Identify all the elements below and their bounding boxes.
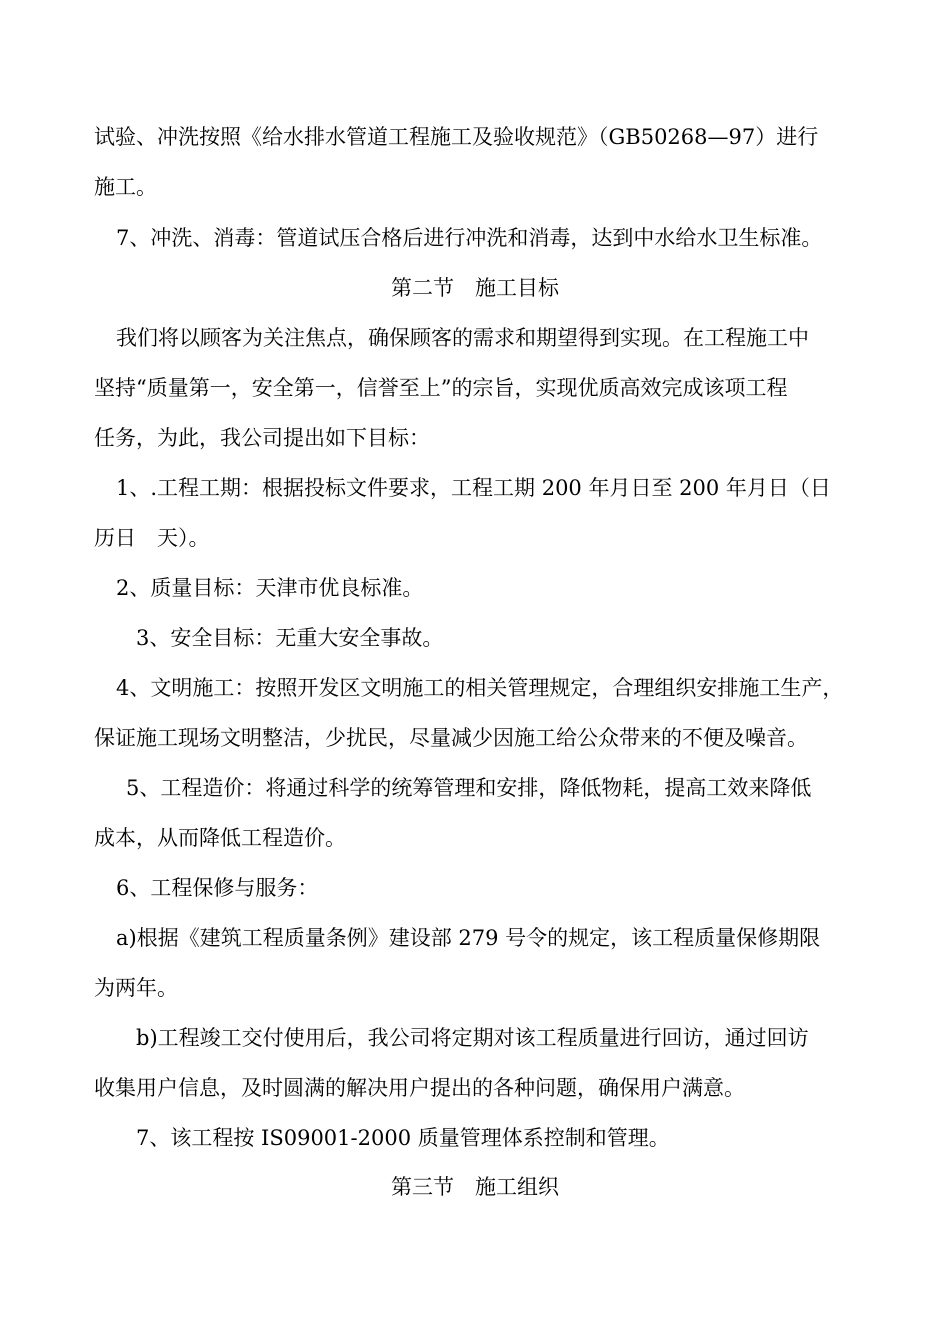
paragraph-line: 3、安全目标：无重大安全事故。 <box>136 626 444 650</box>
section-heading: 第二节 施工目标 <box>391 276 559 300</box>
paragraph-line: 1、.工程工期：根据投标文件要求，工程工期 200 年月日至 200 年月日（日 <box>116 476 831 500</box>
paragraph-line: 任务，为此，我公司提出如下目标： <box>94 426 430 450</box>
paragraph-line: 6、工程保修与服务： <box>116 876 319 900</box>
paragraph-line: 坚持“质量第一，安全第一，信誉至上”的宗旨，实现优质高效完成该项工程 <box>94 376 788 400</box>
paragraph-line: 试验、冲洗按照《给水排水管道工程施工及验收规范》（GB50268—97）进行 <box>94 125 819 149</box>
paragraph-line: 5、工程造价：将通过科学的统筹管理和安排，降低物耗，提高工效来降低 <box>126 776 812 800</box>
paragraph-line: 为两年。 <box>94 976 178 1000</box>
paragraph-line: a)根据《建筑工程质量条例》建设部 279 号令的规定，该工程质量保修期限 <box>116 926 821 950</box>
paragraph-line: b)工程竣工交付使用后，我公司将定期对该工程质量进行回访，通过回访 <box>136 1026 809 1050</box>
paragraph-line: 成本，从而降低工程造价。 <box>94 826 346 850</box>
paragraph-line: 7、冲洗、消毒：管道试压合格后进行冲洗和消毒，达到中水给水卫生标准。 <box>116 226 823 250</box>
paragraph-line: 2、质量目标：天津市优良标准。 <box>116 576 424 600</box>
paragraph-line: 保证施工现场文明整洁，少扰民，尽量减少因施工给公众带来的不便及噪音。 <box>94 726 808 750</box>
paragraph-line: 4、文明施工：按照开发区文明施工的相关管理规定，合理组织安排施工生产， <box>116 676 844 700</box>
paragraph-line: 施工。 <box>94 175 157 199</box>
paragraph-line: 7、该工程按 IS09001-2000 质量管理体系控制和管理。 <box>136 1126 670 1150</box>
section-heading: 第三节 施工组织 <box>391 1175 559 1199</box>
paragraph-line: 收集用户信息，及时圆满的解决用户提出的各种问题，确保用户满意。 <box>94 1076 745 1100</box>
paragraph-line: 历日 天）。 <box>94 526 210 550</box>
paragraph-line: 我们将以顾客为关注焦点，确保顾客的需求和期望得到实现。在工程施工中 <box>116 326 809 350</box>
